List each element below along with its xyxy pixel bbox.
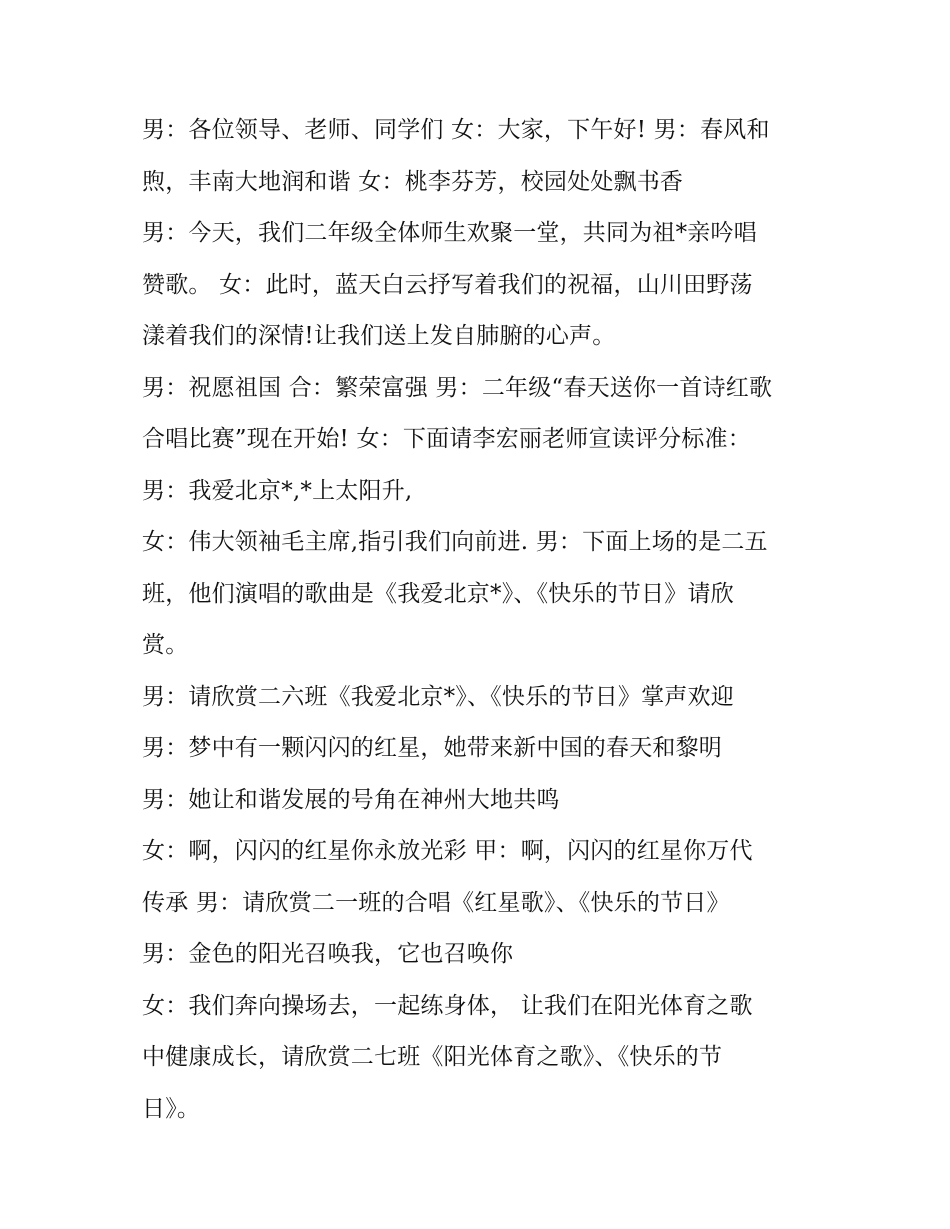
script-text: [142, 108, 832, 1138]
text-line-18: 女：我们奔向操场去，一起练身体， 让我们在阳光体育之歌: [142, 992, 753, 1019]
text-line-7: 合唱比赛”现在开始! 女：下面请李宏丽老师宣读评分标准：: [142, 426, 751, 452]
text-line-15: 女：啊，闪闪的红星你永放光彩 甲：啊，闪闪的红星你万代: [142, 838, 753, 864]
text-line-1: 男：各位领导、老师、同学们 女：大家，下午好! 男：春风和: [142, 117, 770, 143]
text-line-3: 男：今天，我们二年级全体师生欢聚一堂，共同为祖*亲吟唱: [142, 220, 757, 246]
text-line-9: 女：伟大领袖毛主席,指引我们向前进. 男：下面上场的是二五: [142, 529, 768, 555]
text-line-6: 男：祝愿祖国 合：繁荣富强 男：二年级“春天送你一首诗红歌: [142, 374, 773, 401]
text-line-4: 赞歌。 女：此时，蓝天白云抒写着我们的祝福，山川田野荡: [142, 271, 753, 298]
text-line-12: 男：请欣赏二六班《我爱北京*》、《快乐的节日》掌声欢迎: [142, 683, 734, 710]
text-line-8: 男：我爱北京*,*上太阳升,: [142, 477, 413, 504]
text-line-2: 煦，丰南大地润和谐 女：桃李芬芳，校园处处飘书香: [142, 168, 684, 195]
text-line-17: 男：金色的阳光召唤我，它也召唤你: [142, 941, 514, 967]
text-line-16: 传承 男：请欣赏二一班的合唱《红星歌》、《快乐的节日》: [142, 889, 730, 916]
text-line-5: 漾着我们的深情!让我们送上发自肺腑的心声。: [142, 323, 616, 349]
text-line-19: 中健康成长，请欣赏二七班《阳光体育之歌》、《快乐的节: [142, 1044, 723, 1070]
text-line-20: 日》。: [142, 1095, 201, 1122]
text-line-10: 班，他们演唱的歌曲是《我爱北京*》、《快乐的节日》请欣: [142, 580, 734, 607]
text-line-13: 男：梦中有一颗闪闪的红星，她带来新中国的春天和黎明: [142, 735, 722, 761]
text-line-14: 男：她让和谐发展的号角在神州大地共鸣: [142, 786, 560, 813]
text-line-11: 赏。: [142, 632, 189, 658]
